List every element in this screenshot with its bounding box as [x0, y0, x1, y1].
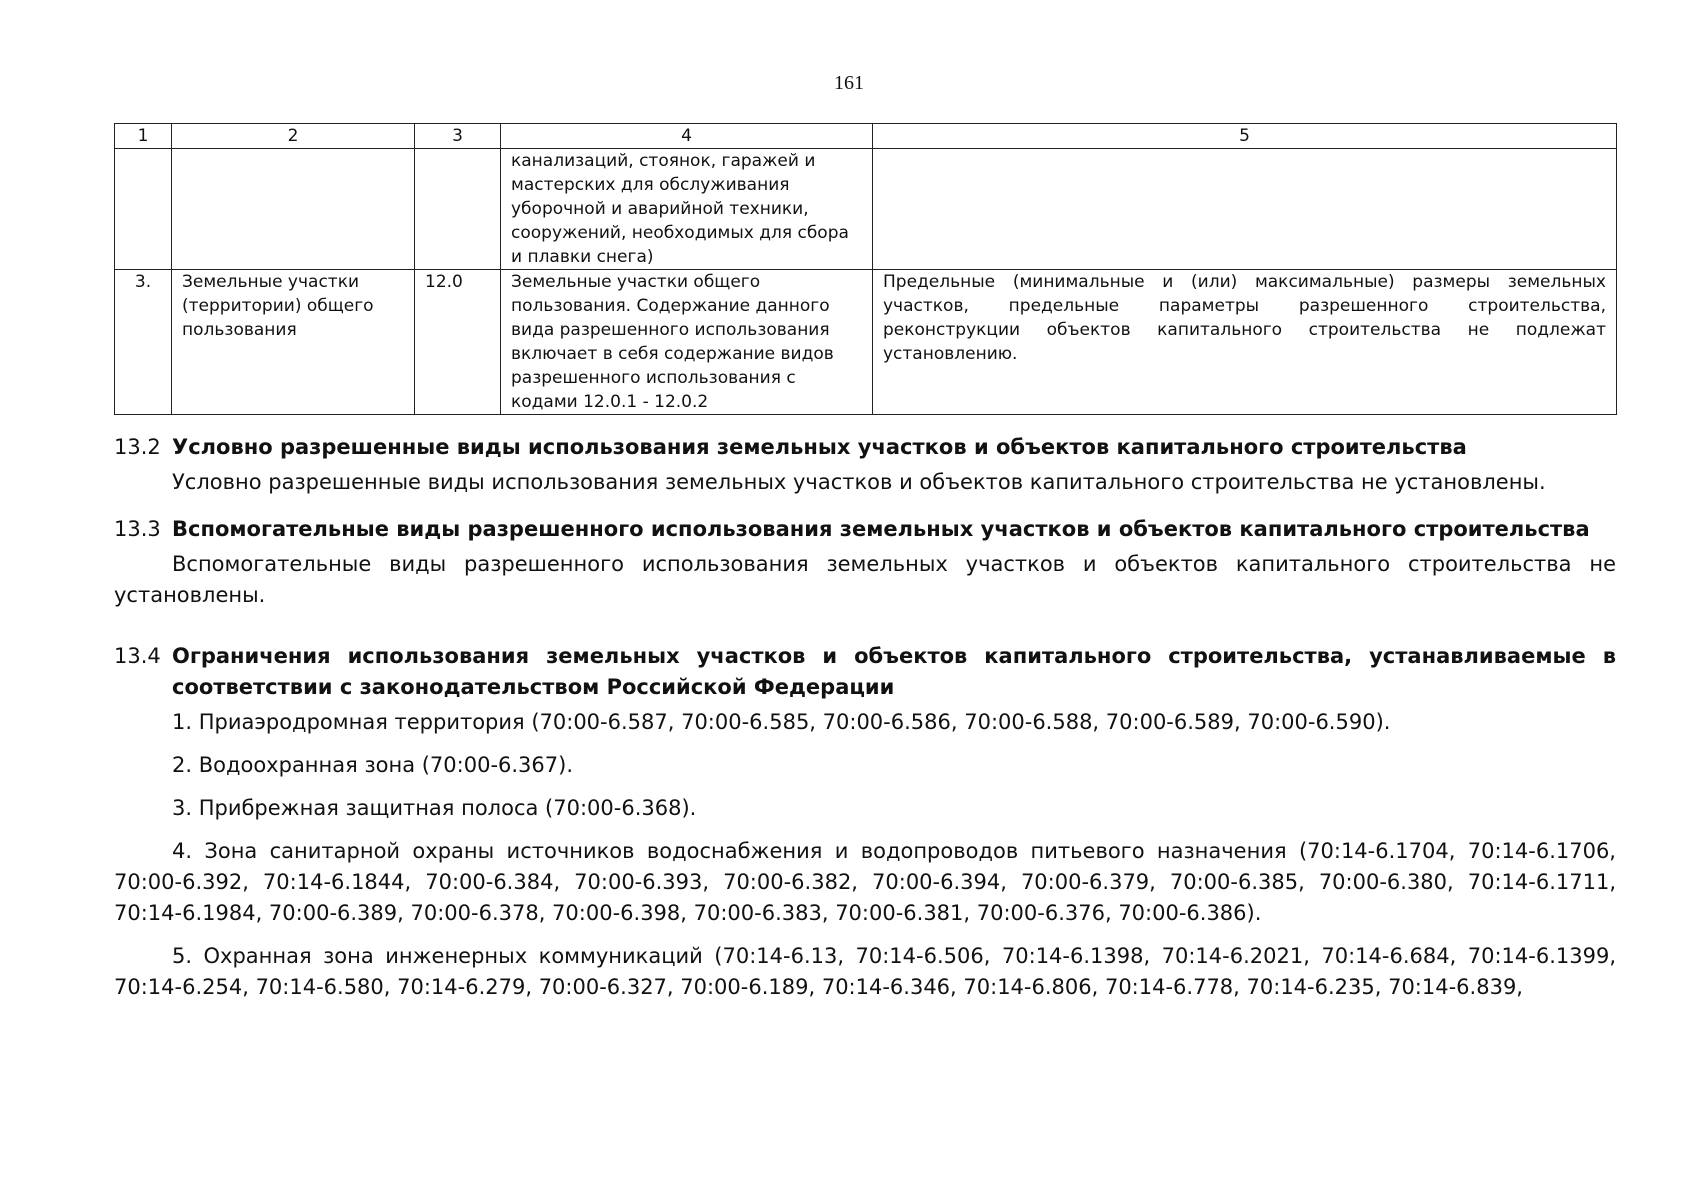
- section-13-3: [114, 514, 1616, 611]
- section-title: Ограничения использования земельных участков и объектов капитального строительства, устанавливаемые в соответствии с законодательством Российской Федерации: [172, 644, 1616, 699]
- row-number: 3.: [115, 270, 172, 415]
- table-cell: канализаций, стоянок, гаражей и мастерских для обслуживания уборочной и аварийной техники, сооружений, необходимых для сбора и плавки снега): [501, 149, 873, 270]
- section-13-4: [114, 641, 1616, 1003]
- table-header-cell: 3: [415, 124, 501, 149]
- use-name: Земельные участки (территории) общего пользования: [172, 270, 415, 415]
- restrictions-list: [114, 707, 1616, 1003]
- document-body: [114, 432, 1616, 1019]
- table-header-cell: 1: [115, 124, 172, 149]
- page-number: 161: [834, 72, 864, 94]
- list-item: 4. Зона санитарной охраны источников водоснабжения и водопроводов питьевого назначения (70:14-6.1704, 70:14-6.1706, 70:00-6.392, 70:14-6.1844, 70:00-6.384, 70:00-6.393, 70:00-6.382, 70:00-6.394, 70:00-6.379, 70:00-6.385, 70:00-6.380, 70:14-6.1711, 70:14-6.1984, 70:00-6.389, 70:00-6.378, 70:00-6.398, 70:00-6.383, 70:00-6.381, 70:00-6.376, 70:00-6.386).: [114, 839, 1616, 925]
- section-heading: [114, 641, 1616, 703]
- use-limits: Предельные (минимальные и (или) максимальные) размеры земельных участков, предельные параметры разрешенного строительства, реконструкции объектов капитального строительства не подлежат установлению.: [873, 270, 1617, 415]
- use-code: 12.0: [415, 270, 501, 415]
- section-number: 13.2: [114, 435, 161, 459]
- section-heading: [114, 514, 1616, 545]
- list-item: 2. Водоохранная зона (70:00-6.367).: [172, 753, 574, 777]
- section-title: Условно разрешенные виды использования земельных участков и объектов капитального строительства: [172, 435, 1467, 459]
- list-item: 5. Охранная зона инженерных коммуникаций (70:14-6.13, 70:14-6.506, 70:14-6.1398, 70:14-6.2021, 70:14-6.684, 70:14-6.1399, 70:14-6.254, 70:14-6.580, 70:14-6.279, 70:00-6.327, 70:00-6.189, 70:14-6.346, 70:14-6.806, 70:14-6.778, 70:14-6.235, 70:14-6.839,: [114, 944, 1616, 999]
- table-row: [115, 149, 1617, 270]
- table-header-cell: 2: [172, 124, 415, 149]
- section-text: Условно разрешенные виды использования земельных участков и объектов капитального строительства не установлены.: [172, 470, 1546, 494]
- table-header-row: [115, 124, 1617, 149]
- table-header-cell: 4: [501, 124, 873, 149]
- section-number: 13.3: [114, 517, 161, 541]
- section-text: Вспомогательные виды разрешенного использования земельных участков и объектов капитального строительства не установлены.: [114, 552, 1616, 607]
- table-row: [115, 270, 1617, 415]
- section-title: Вспомогательные виды разрешенного использования земельных участков и объектов капитального строительства: [172, 517, 1590, 541]
- land-use-table: [114, 123, 1617, 415]
- list-item: 1. Приаэродромная территория (70:00-6.587, 70:00-6.585, 70:00-6.586, 70:00-6.588, 70:00-6.589, 70:00-6.590).: [172, 710, 1391, 734]
- section-number: 13.4: [114, 644, 161, 668]
- table-cell: [115, 149, 172, 270]
- list-item: 3. Прибрежная защитная полоса (70:00-6.368).: [172, 796, 697, 820]
- section-13-2: [114, 432, 1616, 498]
- use-description: Земельные участки общего пользования. Содержание данного вида разрешенного использования включает в себя содержание видов разрешенного использования с кодами 12.0.1 - 12.0.2: [501, 270, 873, 415]
- table-cell: [172, 149, 415, 270]
- section-heading: [114, 432, 1616, 463]
- table-header-cell: 5: [873, 124, 1617, 149]
- table-cell: [873, 149, 1617, 270]
- table-cell: [415, 149, 501, 270]
